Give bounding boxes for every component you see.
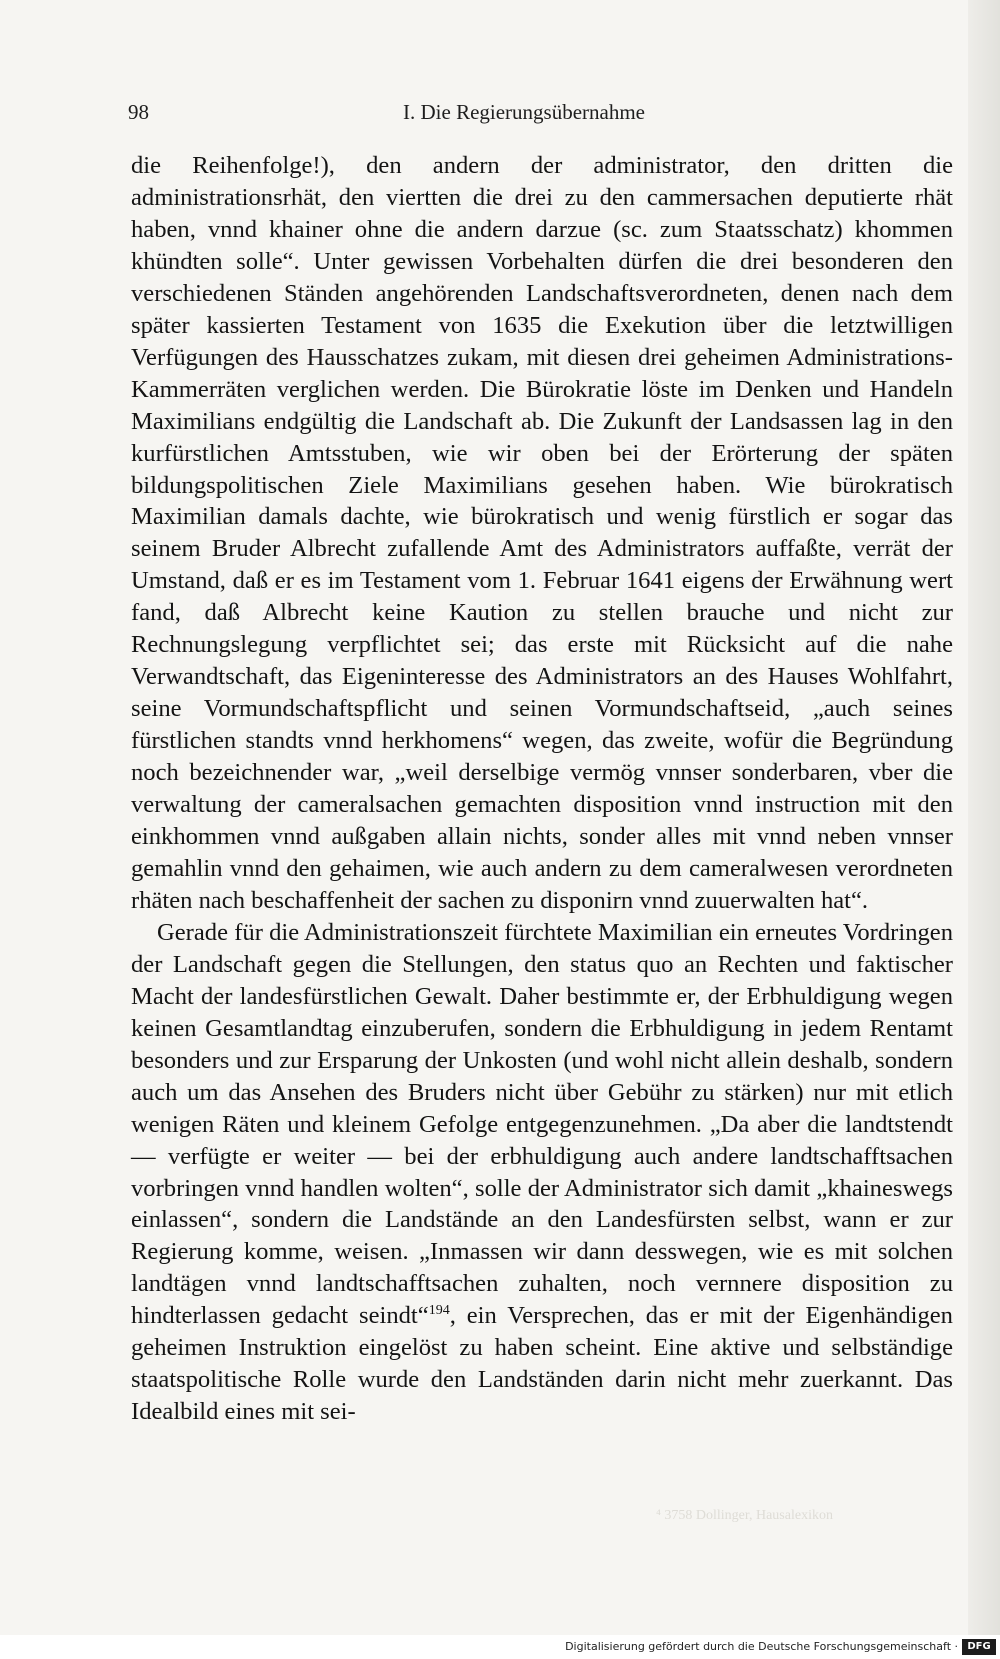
page-gutter-edge <box>968 0 1000 1635</box>
digitization-footer <box>0 1635 1000 1659</box>
paragraph-2-continuation: , ein Versprechen, das er mit der Eigenhändigen geheimen Instruktion eingelöst zu haben scheint. Eine aktive und selbständige staatspolitische Rolle wurde den Landständen darin nicht mehr zuerkannt. Das Idealbild eines mit sei- <box>131 1302 953 1426</box>
paragraph-2-text: Gerade für die Administrationszeit fürchtete Maximilian ein erneutes Vordringen der Landschaft gegen die Stellungen, den status quo an Rechten und faktischer Macht der landesfürstlichen Gewalt. Daher bestimmte er, der Erbhuldigung wegen keinen Gesamtlandtag einzuberufen, sondern die Erbhuldigung in jedem Rentamt besonders und zur Ersparung der Unkosten (und wohl nicht allein deshalb, sondern auch um das Ansehen des Bruders nicht über Gebühr zu stärken) nur mit etlich wenigen Räten und kleinem Gefolge entgegenzunehmen. „Da aber die landtstendt — verfügte er weiter — bei der erbhuldigung auch andere landtschafftsachen vorbringen vnnd handlen wolten“, solle der Administrator sich damit „khaineswegs einlassen“, sondern die Landstände an den Landesfürsten selbst, wann er zur Regierung komme, weisen. „Inmassen wir dann desswegen, wie es mit solchen landtägen vnnd landtschafftsachen zuhalten, noch vernnere disposition zu hindterlassen gedacht seindt“ <box>131 918 953 1330</box>
paragraph-2 <box>131 917 953 1428</box>
dfg-logo: DFG <box>962 1639 996 1655</box>
footnote-reference[interactable]: 194 <box>428 1303 450 1319</box>
bleed-through-footnote: ⁴ 3758 Dollinger, Hausalexikon <box>656 1508 833 1523</box>
paragraph-1: die Reihenfolge!), den andern der administrator, den dritten die administrationsrhät, den viertten die drei zu den cammersachen deputierte rhät haben, vnnd khainer ohne die andern darzue (sc. zum Staatsschatz) khommen khündten solle“. Unter gewissen Vorbehalten dürfen die drei besonderen den verschiedenen Ständen angehörenden Landschaftsverordneten, denen nach dem später kassierten Testament von 1635 die Exekution über die letztwilligen Verfügungen des Hausschatzes zukam, mit diesen drei geheimen Administrations-Kammerräten verglichen werden. Die Bürokratie löste im Denken und Handeln Maximilians endgültig die Landschaft ab. Die Zukunft der Landsassen lag in den kurfürstlichen Amtsstuben, wie wir oben bei der Erörterung der späten bildungspolitischen Ziele Maximilians gesehen haben. Wie bürokratisch Maximilian damals dachte, wie bürokratisch und wenig fürstlich er sogar das seinem Bruder Albrecht zufallende Amt des Administrators auffaßte, verrät der Umstand, daß er es im Testament vom 1. Februar 1641 eigens der Erwähnung wert fand, daß Albrecht keine Kaution zu stellen brauche und nicht zur Rechnungslegung verpflichtet sei; das erste mit Rücksicht auf die nahe Verwandtschaft, das Eigeninteresse des Administrators an des Hauses Wohlfahrt, seine Vormundschaftspflicht und seinen Vormundschaftseid, „auch seines fürstlichen standts vnnd herkhomens“ wegen, das zweite, wofür die Begründung noch bezeichnender war, „weil derselbige vermög vnnser sonderbaren, vber die verwaltung der cameralsachen gemachten disposition vnnd instruction mit den einkhommen vnnd außgaben allain nichts, sonder alles mit vnnd neben vnnser gemahlin vnnd den gehaimen, wie auch andern zu dem cameralwesen verordneten rhäten nach beschaffenheit der sachen zu disponirn vnnd zuuerwalten hat“. <box>131 152 953 914</box>
digitization-credit: Digitalisierung gefördert durch die Deutsche Forschungsgemeinschaft · <box>565 1640 958 1653</box>
running-title: I. Die Regierungsübernahme <box>403 100 646 124</box>
page-number: 98 <box>128 100 149 124</box>
running-head <box>128 100 938 130</box>
body-text <box>131 150 953 1428</box>
